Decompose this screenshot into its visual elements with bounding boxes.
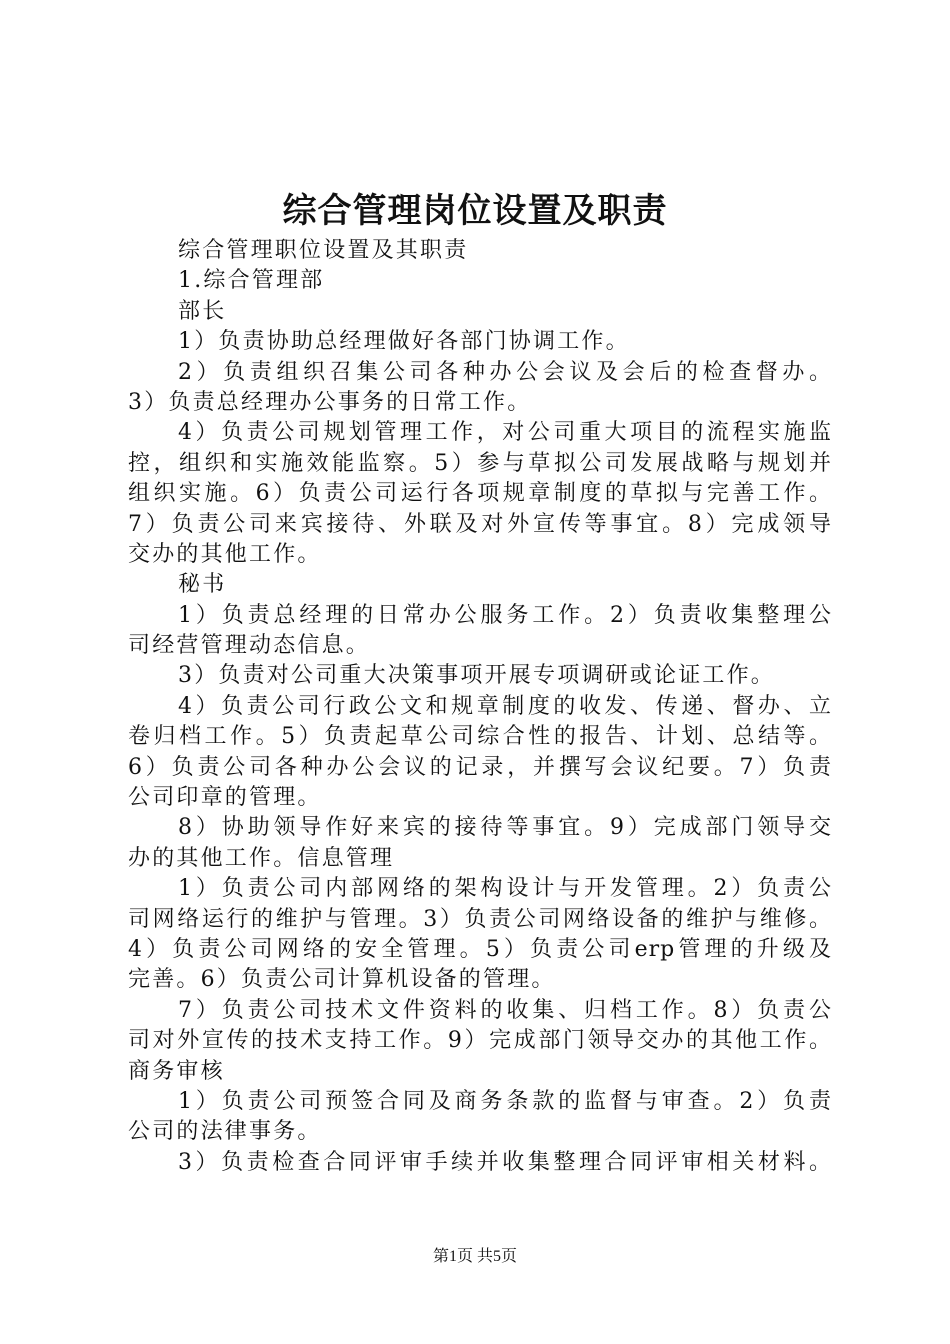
document-title: 综合管理岗位设置及职责 bbox=[282, 191, 668, 231]
text-line: 1）负责协助总经理做好各部门协调工作。 bbox=[178, 329, 630, 355]
text-line: 4）负责公司规划管理工作，对公司重大项目的流程实施监 bbox=[178, 420, 832, 446]
text-line: 综合管理职位设置及其职责 bbox=[178, 238, 469, 263]
text-line: 1）负责公司预签合同及商务条款的监督与审查。2）负责 bbox=[178, 1088, 832, 1114]
text-line: 办的其他工作。信息管理 bbox=[128, 845, 395, 871]
text-line: 8）协助领导作好来宾的接待等事宜。9）完成部门领导交 bbox=[178, 815, 832, 841]
text-line: 4）负责公司行政公文和规章制度的收发、传递、督办、立 bbox=[178, 693, 832, 719]
text-line: 控，组织和实施效能监察。5）参与草拟公司发展战略与规划并 bbox=[128, 450, 832, 476]
text-line: 7）负责公司技术文件资料的收集、归档工作。8）负责公 bbox=[178, 997, 832, 1023]
text-line: 交办的其他工作。 bbox=[128, 541, 322, 567]
text-line: 公司的法律事务。 bbox=[128, 1119, 322, 1145]
text-line: 秘书 bbox=[178, 572, 227, 598]
text-line: 组织实施。6）负责公司运行各项规章制度的草拟与完善工作。 bbox=[128, 481, 832, 507]
text-line: 3）负责检查合同评审手续并收集整理合同评审相关材料。 bbox=[178, 1149, 832, 1175]
text-line: 卷归档工作。5）负责起草公司综合性的报告、计划、总结等。 bbox=[128, 724, 832, 750]
text-line: 3）负责总经理办公事务的日常工作。 bbox=[128, 389, 532, 415]
text-line: 1.综合管理部 bbox=[178, 268, 325, 294]
text-line: 司经营管理动态信息。 bbox=[128, 633, 371, 659]
text-line: 1）负责公司内部网络的架构设计与开发管理。2）负责公 bbox=[178, 876, 832, 902]
text-line: 7）负责公司来宾接待、外联及对外宣传等事宜。8）完成领导 bbox=[128, 511, 832, 537]
text-line: 4）负责公司网络的安全管理。5）负责公司erp管理的升级及 bbox=[128, 936, 832, 962]
text-line: 商务审核 bbox=[128, 1058, 225, 1084]
text-line: 公司印章的管理。 bbox=[128, 785, 322, 811]
text-line: 完善。6）负责公司计算机设备的管理。 bbox=[128, 967, 556, 993]
text-line: 2）负责组织召集公司各种办公会议及会后的检查督办。 bbox=[178, 359, 832, 385]
text-line: 6）负责公司各种办公会议的记录，并撰写会议纪要。7）负责 bbox=[128, 754, 832, 780]
text-line: 3）负责对公司重大决策事项开展专项调研或论证工作。 bbox=[178, 663, 775, 689]
text-line: 1）负责总经理的日常办公服务工作。2）负责收集整理公 bbox=[178, 602, 832, 628]
document-body bbox=[128, 236, 832, 1178]
page-footer: 第1页 共5页 bbox=[432, 1248, 517, 1265]
text-line: 部长 bbox=[178, 298, 227, 324]
text-line: 司网络运行的维护与管理。3）负责公司网络设备的维护与维修。 bbox=[128, 906, 832, 932]
text-line: 司对外宣传的技术支持工作。9）完成部门领导交办的其他工作。 bbox=[128, 1028, 832, 1054]
